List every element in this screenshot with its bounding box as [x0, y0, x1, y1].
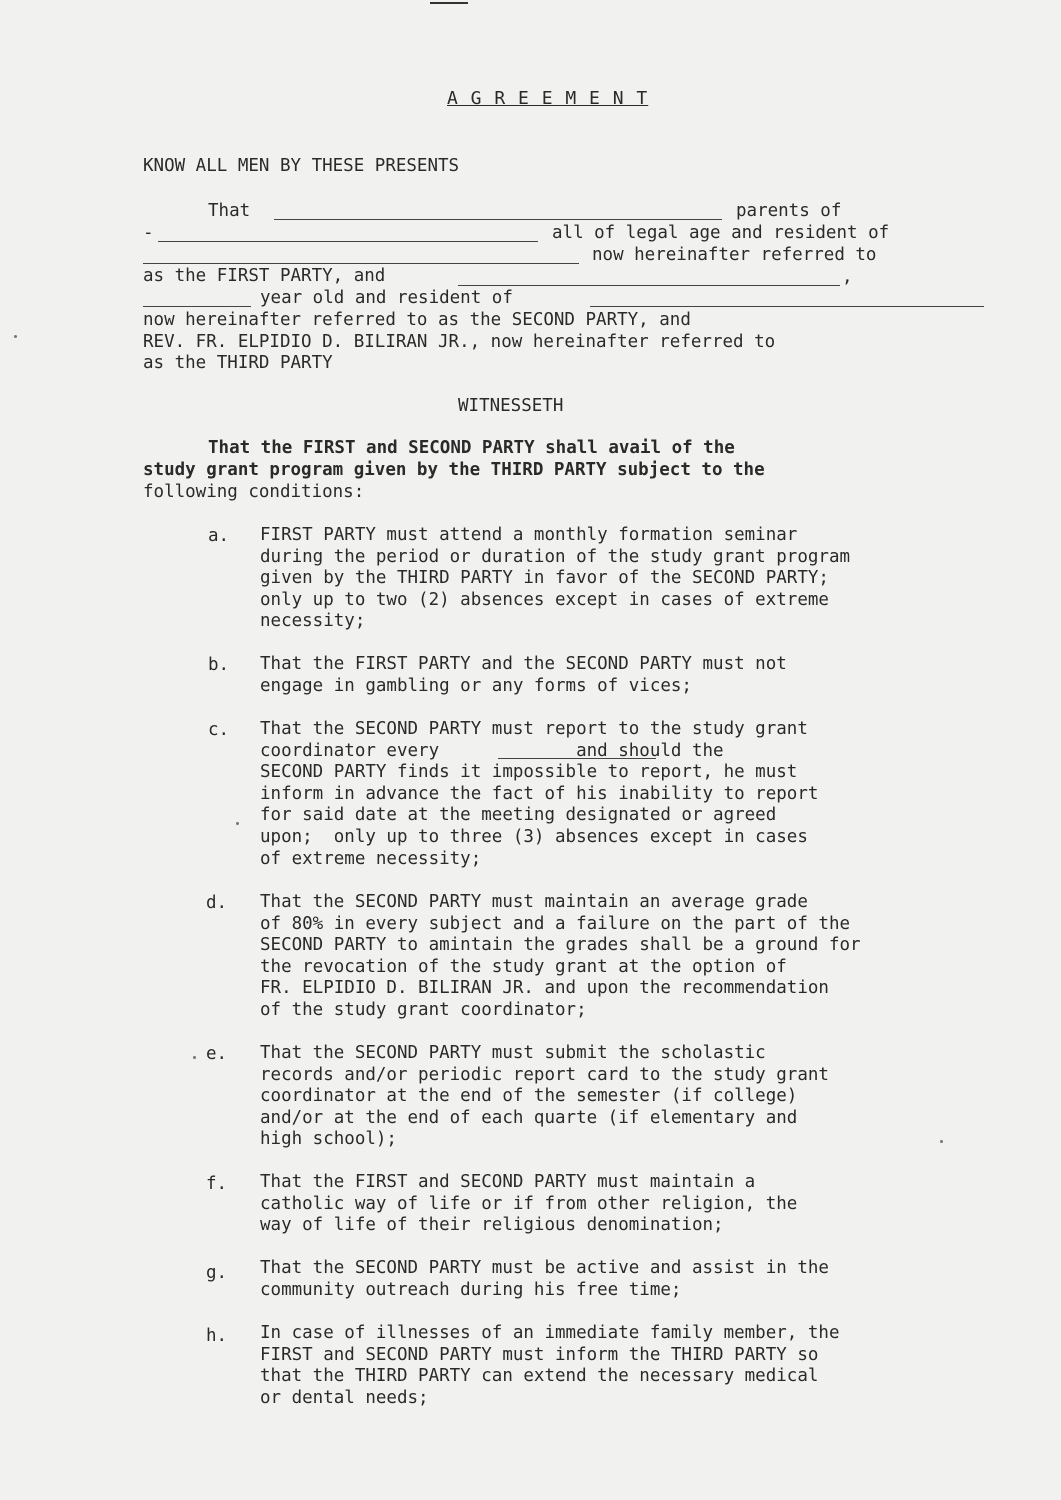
child-name-blank	[158, 241, 538, 242]
top-edge-mark	[430, 2, 468, 4]
intro-now-referred: now hereinafter referred to	[592, 245, 877, 265]
condition-letter-a: a.	[208, 526, 230, 546]
witnesseth-heading: WITNESSETH	[458, 396, 564, 416]
condition-line: and/or at the end of each quarte (if elementary and	[260, 1107, 798, 1128]
intro-year-old: year old and resident of	[260, 288, 513, 308]
second-party-residence-blank	[590, 306, 984, 307]
know-all-heading: KNOW ALL MEN BY THESE PRESENTS	[143, 156, 460, 176]
condition-line: That the SECOND PARTY must report to the study grant	[260, 719, 808, 739]
condition-line: That the SECOND PARTY must submit the scholastic	[260, 1043, 766, 1063]
intro-as-first-party: as the FIRST PARTY, and	[143, 266, 386, 286]
condition-line: of 80% in every subject and a failure on the part of the	[260, 913, 851, 934]
intro-second-party: now hereinafter referred to as the SECOND PARTY, and	[143, 310, 691, 330]
intro-as-third-party: as the THIRD PARTY	[143, 353, 333, 373]
condition-line: SECOND PARTY to amintain the grades shall be a ground for	[260, 935, 861, 956]
scan-speck	[193, 1056, 196, 1059]
preamble-line: following conditions:	[143, 482, 365, 502]
condition-line: FIRST PARTY must attend a monthly formation seminar	[260, 525, 798, 545]
condition-line: SECOND PARTY finds it impossible to report, he must	[260, 762, 798, 783]
second-party-name-blank	[458, 285, 840, 286]
condition-line: high school);	[260, 1129, 397, 1150]
condition-line: catholic way of life or if from other religion, the	[260, 1193, 798, 1214]
intro-legal-age: all of legal age and resident of	[552, 223, 890, 243]
condition-line: coordinator at the end of the semester (if college)	[260, 1086, 798, 1107]
scan-speck	[14, 335, 17, 338]
condition-line: during the period or duration of the study grant program	[260, 546, 851, 567]
condition-line: way of life of their religious denomination;	[260, 1215, 724, 1236]
condition-line: upon; only up to three (3) absences except in cases	[260, 827, 808, 847]
condition-letter-d: d.	[206, 893, 228, 913]
condition-letter-e: e.	[206, 1044, 228, 1064]
scan-speck	[236, 822, 239, 825]
condition-letter-h: h.	[206, 1326, 228, 1346]
scan-speck	[940, 1140, 943, 1143]
age-blank	[143, 306, 251, 307]
condition-line: given by the THIRD PARTY in favor of the SECOND PARTY;	[260, 568, 829, 589]
condition-line: the revocation of the study grant at the option of	[260, 956, 787, 977]
condition-letter-b: b.	[208, 655, 230, 675]
report-frequency-blank	[498, 758, 656, 759]
condition-line: FIRST and SECOND PARTY must inform the THIRD PARTY so	[260, 1344, 819, 1365]
condition-line: for said date at the meeting designated or agreed	[260, 805, 777, 826]
parents-name-blank	[274, 219, 722, 220]
condition-line: of the study grant coordinator;	[260, 1000, 587, 1020]
condition-line: That the FIRST PARTY and the SECOND PARTY must not	[260, 654, 787, 674]
preamble-line: study grant program given by the THIRD PARTY subject to the	[143, 460, 765, 480]
condition-line: records and/or periodic report card to the study grant	[260, 1064, 829, 1085]
intro-comma: ,	[842, 267, 853, 287]
intro-parents-of: parents of	[736, 201, 842, 221]
condition-line: That the FIRST and SECOND PARTY must maintain a	[260, 1172, 756, 1192]
condition-letter-g: g.	[206, 1263, 228, 1283]
condition-line: inform in advance the fact of his inability to report	[260, 783, 819, 804]
condition-line: coordinator every and should the	[260, 740, 724, 761]
condition-letter-f: f.	[206, 1174, 228, 1194]
condition-line: of extreme necessity;	[260, 848, 482, 869]
condition-line: that the THIRD PARTY can extend the necessary medical	[260, 1366, 819, 1387]
condition-line: In case of illnesses of an immediate family member, the	[260, 1323, 840, 1343]
condition-line: That the SECOND PARTY must be active and assist in the	[260, 1258, 829, 1278]
condition-line: That the SECOND PARTY must maintain an average grade	[260, 892, 808, 912]
condition-line: or dental needs;	[260, 1387, 429, 1408]
condition-line: FR. ELPIDIO D. BILIRAN JR. and upon the recommendation	[260, 978, 829, 999]
condition-line: community outreach during his free time;	[260, 1279, 682, 1300]
document-title: A G R E E M E N T	[447, 88, 649, 109]
preamble-line: That the FIRST and SECOND PARTY shall avail of the	[208, 438, 735, 458]
condition-line: necessity;	[260, 611, 366, 632]
condition-letter-c: c.	[208, 720, 230, 740]
condition-line: only up to two (2) absences except in cases of extreme	[260, 589, 829, 610]
intro-third-party-name: REV. FR. ELPIDIO D. BILIRAN JR., now hereinafter referred to	[143, 332, 776, 352]
intro-that: That	[208, 201, 251, 221]
condition-line: engage in gambling or any forms of vices;	[260, 675, 692, 696]
residence-blank	[143, 263, 579, 264]
intro-line2-prefix: -	[143, 223, 154, 243]
